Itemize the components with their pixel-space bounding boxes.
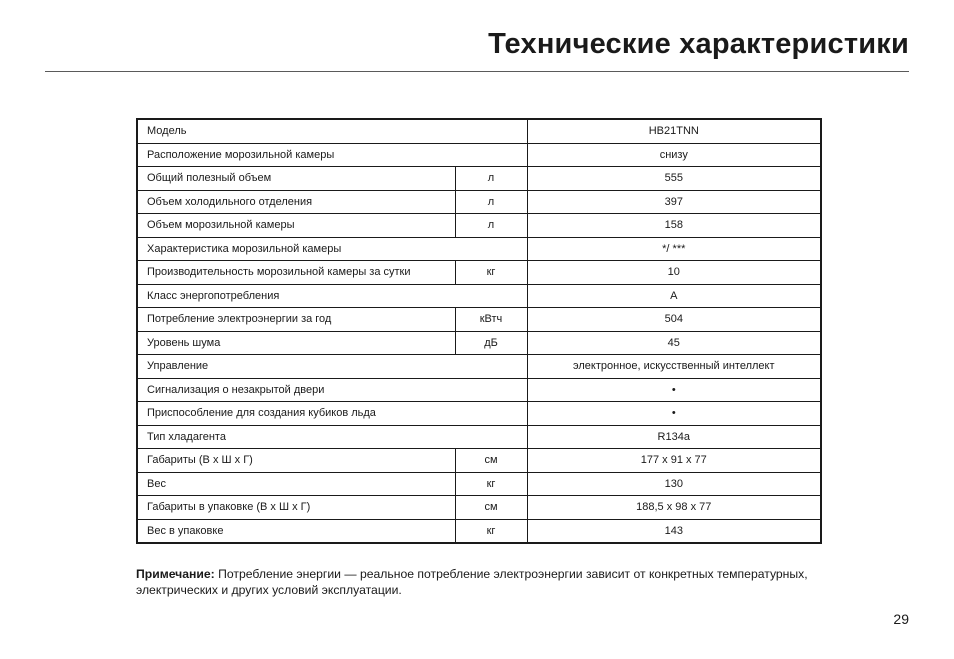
spec-label-cell: Объем холодильного отделения [137, 190, 455, 214]
spec-value-cell: 188,5 x 98 x 77 [527, 496, 821, 520]
specifications-table-body [137, 119, 821, 543]
spec-value-cell: A [527, 284, 821, 308]
note [136, 567, 826, 598]
spec-unit-cell: л [455, 214, 527, 238]
table-row [137, 496, 821, 520]
table-row [137, 167, 821, 191]
spec-label-cell: Объем морозильной камеры [137, 214, 455, 238]
spec-label-cell: Тип хладагента [137, 425, 527, 449]
table-row [137, 119, 821, 143]
spec-value-cell: HB21TNN [527, 119, 821, 143]
table-row [137, 284, 821, 308]
spec-value-cell: 555 [527, 167, 821, 191]
spec-value-cell: 10 [527, 261, 821, 285]
table-row [137, 355, 821, 379]
spec-label-cell: Расположение морозильной камеры [137, 143, 527, 167]
table-row [137, 308, 821, 332]
spec-unit-cell: л [455, 167, 527, 191]
spec-value-cell: 45 [527, 331, 821, 355]
table-row [137, 449, 821, 473]
spec-value-cell: снизу [527, 143, 821, 167]
spec-unit-cell: дБ [455, 331, 527, 355]
spec-label-cell: Класс энергопотребления [137, 284, 527, 308]
table-row [137, 519, 821, 543]
spec-label-cell: Вес [137, 472, 455, 496]
spec-value-cell: R134a [527, 425, 821, 449]
spec-label-cell: Характеристика морозильной камеры [137, 237, 527, 261]
spec-label-cell: Управление [137, 355, 527, 379]
spec-unit-cell: кг [455, 261, 527, 285]
spec-value-cell: • [527, 402, 821, 426]
spec-unit-cell: л [455, 190, 527, 214]
table-row [137, 378, 821, 402]
note-text: Потребление энергии — реальное потребление электроэнергии зависит от конкретных температурных, электрических и других условий эксплуатации. [136, 567, 808, 597]
table-row [137, 143, 821, 167]
spec-unit-cell: кВтч [455, 308, 527, 332]
spec-value-cell: 143 [527, 519, 821, 543]
spec-label-cell: Вес в упаковке [137, 519, 455, 543]
spec-unit-cell: кг [455, 472, 527, 496]
spec-value-cell: 397 [527, 190, 821, 214]
table-row [137, 472, 821, 496]
spec-value-cell: */ *** [527, 237, 821, 261]
spec-label-cell: Габариты в упаковке (В х Ш х Г) [137, 496, 455, 520]
spec-unit-cell: см [455, 496, 527, 520]
table-row [137, 402, 821, 426]
spec-value-cell: • [527, 378, 821, 402]
table-row [137, 425, 821, 449]
spec-label-cell: Модель [137, 119, 527, 143]
table-row [137, 214, 821, 238]
spec-value-cell: 504 [527, 308, 821, 332]
spec-label-cell: Потребление электроэнергии за год [137, 308, 455, 332]
spec-value-cell: 158 [527, 214, 821, 238]
specifications-table [136, 118, 822, 544]
spec-label-cell: Уровень шума [137, 331, 455, 355]
table-row [137, 261, 821, 285]
spec-unit-cell: кг [455, 519, 527, 543]
table-row [137, 190, 821, 214]
table-row [137, 237, 821, 261]
spec-label-cell: Сигнализация о незакрытой двери [137, 378, 527, 402]
table-row [137, 331, 821, 355]
spec-label-cell: Габариты (В х Ш х Г) [137, 449, 455, 473]
spec-label-cell: Производительность морозильной камеры за сутки [137, 261, 455, 285]
title-divider [45, 71, 909, 72]
spec-label-cell: Общий полезный объем [137, 167, 455, 191]
spec-value-cell: электронное, искусственный интеллект [527, 355, 821, 379]
note-label: Примечание: [136, 567, 215, 581]
spec-unit-cell: см [455, 449, 527, 473]
spec-value-cell: 177 x 91 x 77 [527, 449, 821, 473]
page-title: Технические характеристики [488, 28, 909, 60]
spec-label-cell: Приспособление для создания кубиков льда [137, 402, 527, 426]
spec-value-cell: 130 [527, 472, 821, 496]
page-number: 29 [893, 611, 909, 627]
